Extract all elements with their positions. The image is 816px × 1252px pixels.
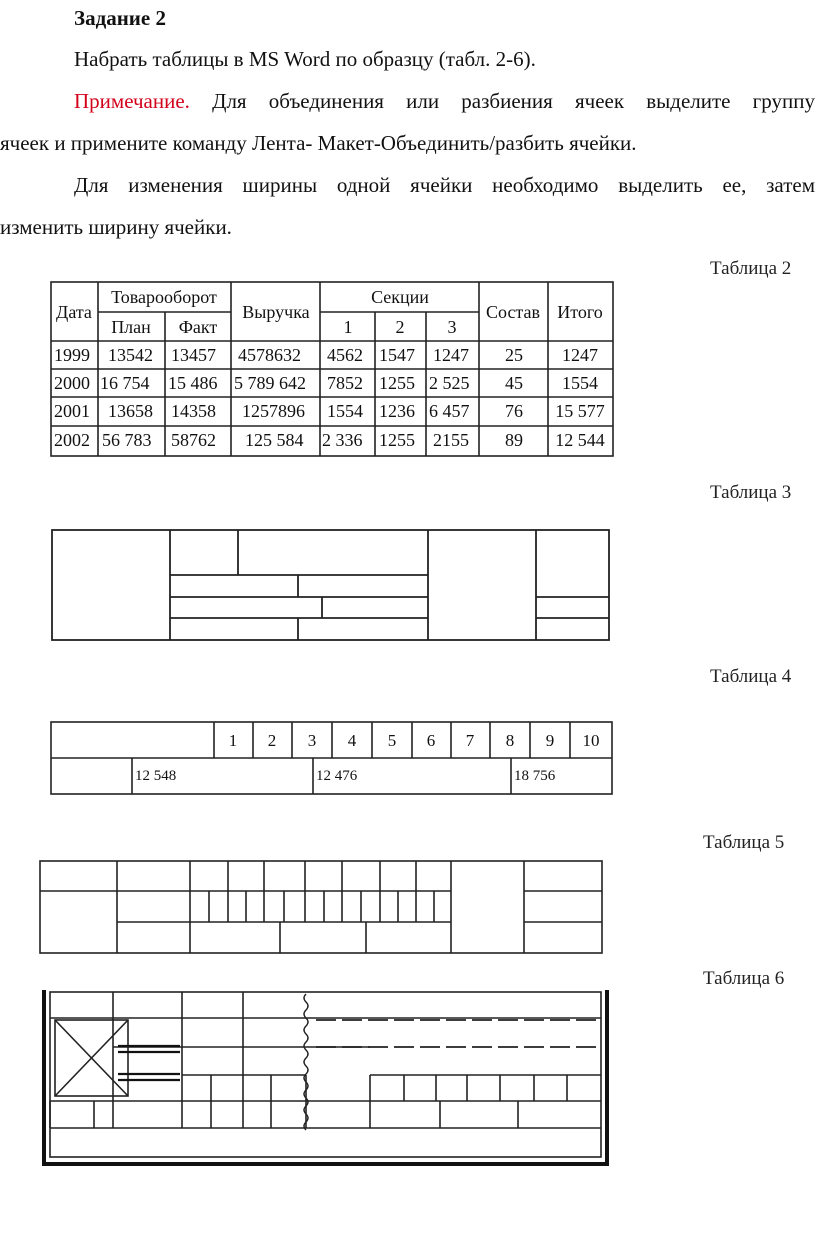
- t4-num: 7: [465, 731, 475, 750]
- t2-cell: 1255: [379, 430, 415, 450]
- t2-cell: 45: [505, 373, 523, 393]
- t2-cell: 7852: [327, 373, 363, 393]
- t2-cell: 5 789 642: [234, 373, 306, 393]
- caption-table-3: Таблица 3: [710, 482, 792, 503]
- t2-header-fact: Факт: [178, 317, 218, 337]
- t4-value: 18 756: [514, 768, 556, 784]
- t4-num: 3: [307, 731, 317, 750]
- table-row: [54, 401, 605, 421]
- t2-cell: 14358: [171, 401, 216, 421]
- t2-cell: 25: [505, 345, 523, 365]
- t4-num: 8: [505, 731, 515, 750]
- t2-header-turnover: Товарооборот: [111, 287, 217, 307]
- t4-num: 10: [582, 731, 600, 750]
- t2-header-revenue: Выручка: [242, 302, 310, 322]
- t2-header-date: Дата: [56, 302, 92, 322]
- t4-value: 12 476: [316, 768, 358, 784]
- t2-cell: 2155: [433, 430, 469, 450]
- t2-cell: 76: [505, 401, 523, 421]
- intro-text: Набрать таблицы в MS Word по образцу (табл. 2-6).: [74, 47, 536, 71]
- para2-line-1: Для изменения ширины одной ячейки необходимо выделить ее, затем: [74, 173, 815, 197]
- t2-cell: 2 525: [429, 373, 470, 393]
- caption-table-5: Таблица 5: [703, 832, 785, 853]
- t2-header-composition: Состав: [485, 302, 541, 322]
- t2-cell: 1247: [433, 345, 469, 365]
- t2-cell: 1255: [379, 373, 415, 393]
- t2-header-plan: План: [111, 317, 151, 337]
- t4-num: 1: [228, 731, 238, 750]
- t2-cell: 15 577: [555, 401, 605, 421]
- caption-table-4: Таблица 4: [710, 666, 792, 687]
- t2-cell: 4562: [327, 345, 363, 365]
- t2-cell: 13542: [108, 345, 153, 365]
- para2-line-2: изменить ширину ячейки.: [0, 215, 232, 239]
- t2-cell: 12 544: [555, 430, 605, 450]
- t2-header-s1: 1: [343, 317, 353, 337]
- note-label: Примечание.: [74, 89, 190, 113]
- t4-num: 6: [426, 731, 436, 750]
- t2-cell: 58762: [171, 430, 216, 450]
- t2-cell: 2001: [54, 401, 90, 421]
- t2-header-s2: 2: [395, 317, 405, 337]
- t2-header-sections: Секции: [371, 287, 429, 307]
- t2-cell: 89: [505, 430, 523, 450]
- t2-cell: 13457: [171, 345, 216, 365]
- t2-cell: 1236: [379, 401, 415, 421]
- t2-cell: 1247: [562, 345, 598, 365]
- t4-value: 12 548: [135, 768, 177, 784]
- t2-cell: 6 457: [429, 401, 470, 421]
- t2-cell: 2 336: [322, 430, 363, 450]
- caption-table-6: Таблица 6: [703, 968, 785, 989]
- table-row: [54, 430, 605, 450]
- t2-header-s3: 3: [447, 317, 457, 337]
- t2-cell: 125 584: [245, 430, 304, 450]
- t2-cell: 2002: [54, 430, 90, 450]
- caption-table-2: Таблица 2: [710, 258, 792, 279]
- task-heading: Задание 2: [74, 6, 166, 30]
- t2-cell: 1547: [379, 345, 415, 365]
- t2-cell: 1999: [54, 345, 90, 365]
- t2-cell: 1554: [562, 373, 598, 393]
- t4-num: 9: [545, 731, 555, 750]
- t2-cell: 4578632: [238, 345, 301, 365]
- t2-header-total: Итого: [557, 302, 603, 322]
- t2-cell: 13658: [108, 401, 153, 421]
- table-row: [54, 373, 598, 393]
- t2-cell: 1257896: [242, 401, 305, 421]
- table-row: [54, 345, 598, 365]
- t2-cell: 15 486: [168, 373, 218, 393]
- t2-cell: 1554: [327, 401, 363, 421]
- t4-num: 4: [347, 731, 357, 750]
- t2-cell: 16 754: [100, 373, 150, 393]
- t2-cell: 56 783: [102, 430, 152, 450]
- note-text-1: Для объединения или разбиения ячеек выделите группу: [212, 89, 815, 113]
- t4-num: 2: [267, 731, 277, 750]
- t4-num: 5: [387, 731, 397, 750]
- note-line-2: ячеек и примените команду Лента- Макет-Объединить/разбить ячейки.: [0, 131, 637, 155]
- t2-cell: 2000: [54, 373, 90, 393]
